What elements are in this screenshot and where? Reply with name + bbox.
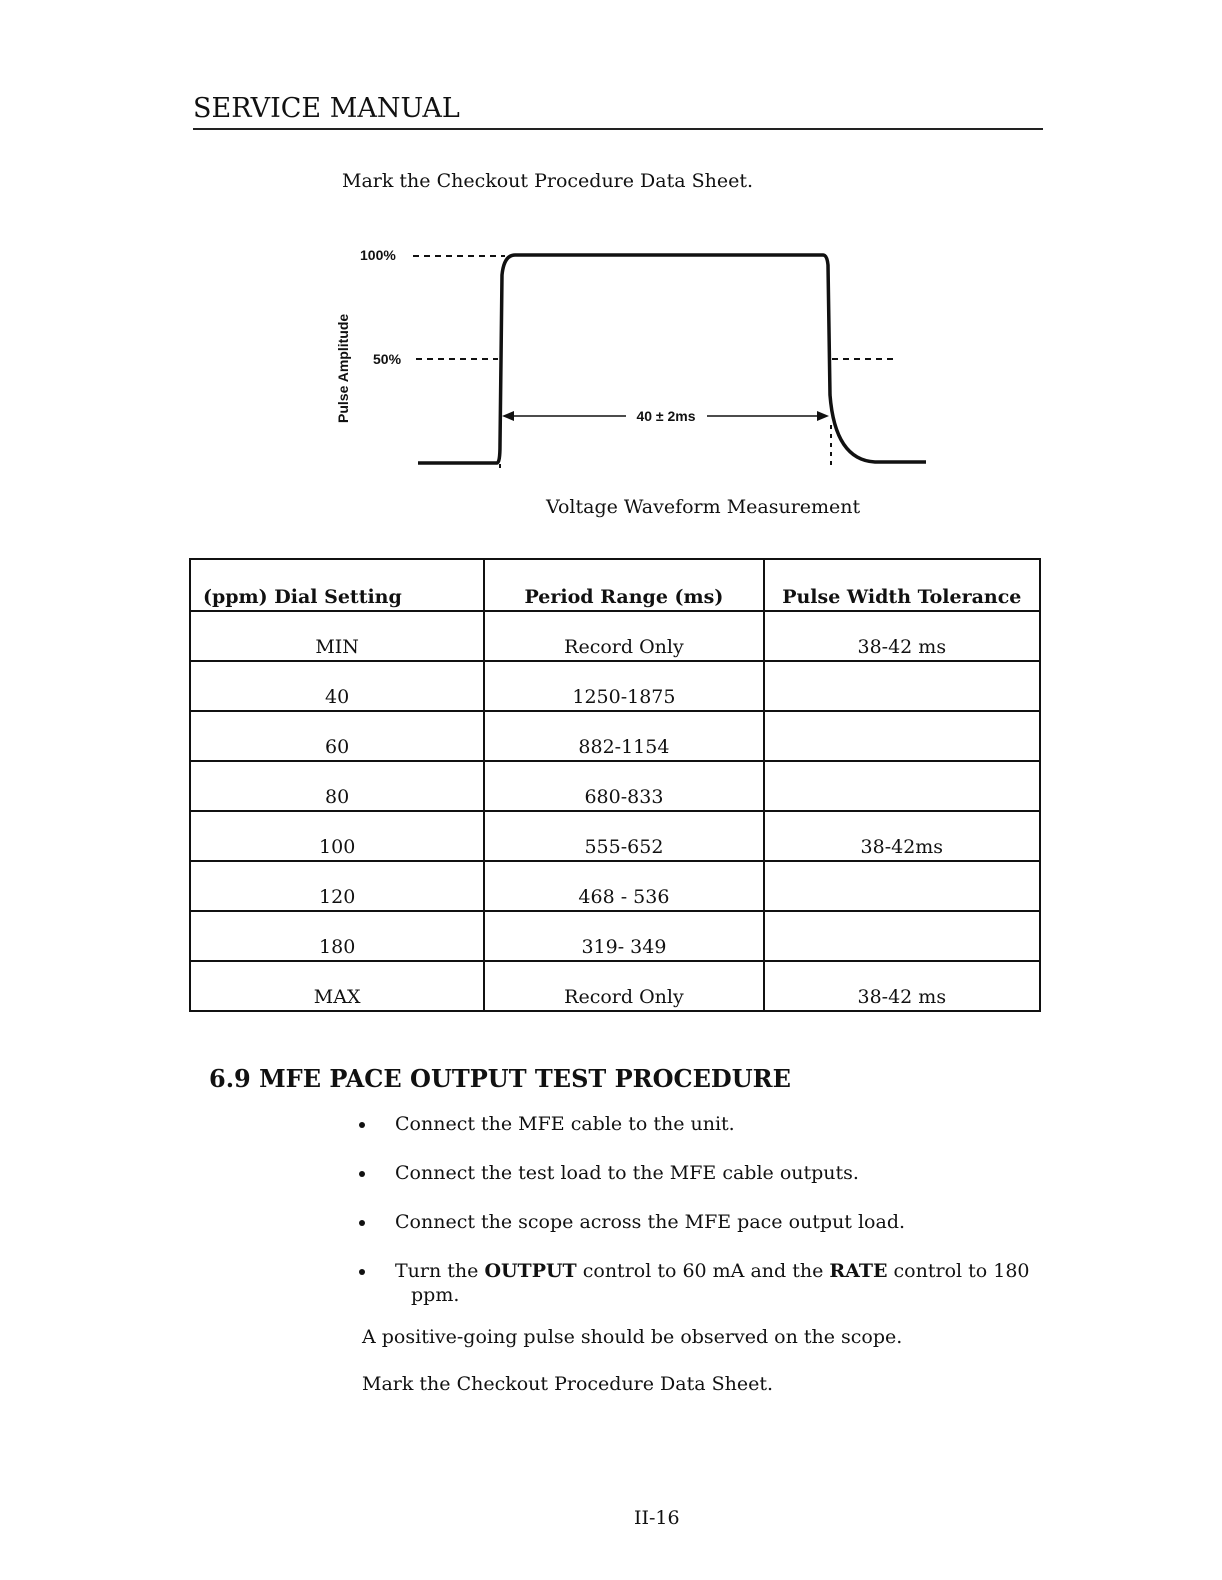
cell-period: 319- 349 bbox=[484, 911, 763, 961]
step-text: Connect the test load to the MFE cable outputs. bbox=[395, 1162, 859, 1184]
step-text-part: control to 180 bbox=[887, 1260, 1030, 1282]
cell-period: Record Only bbox=[484, 961, 763, 1011]
table-row bbox=[190, 711, 1040, 761]
procedure-steps bbox=[357, 1110, 1037, 1330]
list-item bbox=[357, 1208, 1037, 1236]
cell-tolerance bbox=[764, 711, 1040, 761]
cell-dial: 40 bbox=[190, 661, 484, 711]
cell-tolerance bbox=[764, 661, 1040, 711]
cell-tolerance bbox=[764, 911, 1040, 961]
page-number: II-16 bbox=[634, 1507, 680, 1529]
width-arrow-right-head bbox=[817, 411, 829, 421]
cell-period: Record Only bbox=[484, 611, 763, 661]
cell-tolerance: 38-42ms bbox=[764, 811, 1040, 861]
section-heading: 6.9 MFE PACE OUTPUT TEST PROCEDURE bbox=[209, 1064, 791, 1093]
cell-period: 882-1154 bbox=[484, 711, 763, 761]
cell-dial: 60 bbox=[190, 711, 484, 761]
step-text: Connect the MFE cable to the unit. bbox=[395, 1113, 735, 1135]
intro-text: Mark the Checkout Procedure Data Sheet. bbox=[342, 170, 754, 192]
table-row bbox=[190, 761, 1040, 811]
pulse-width-label: 40 ± 2ms bbox=[636, 408, 696, 424]
dial-setting-table bbox=[189, 558, 1041, 1012]
header-pulse-width-tolerance: Pulse Width Tolerance bbox=[764, 559, 1040, 611]
cell-tolerance: 38-42 ms bbox=[764, 961, 1040, 1011]
cell-period: 555-652 bbox=[484, 811, 763, 861]
list-item bbox=[357, 1159, 1037, 1187]
label-100-percent: 100% bbox=[360, 247, 396, 263]
bullet-icon bbox=[359, 1122, 365, 1128]
rate-control-label: RATE bbox=[829, 1260, 888, 1282]
bullet-icon bbox=[359, 1220, 365, 1226]
table-row bbox=[190, 961, 1040, 1011]
table-row bbox=[190, 811, 1040, 861]
cell-dial: 120 bbox=[190, 861, 484, 911]
cell-period: 1250-1875 bbox=[484, 661, 763, 711]
step-text-continuation: ppm. bbox=[411, 1284, 460, 1306]
output-control-label: OUTPUT bbox=[484, 1260, 577, 1282]
voltage-waveform-figure bbox=[330, 235, 940, 480]
header-rule bbox=[193, 128, 1043, 130]
cell-tolerance bbox=[764, 861, 1040, 911]
label-50-percent: 50% bbox=[373, 351, 402, 367]
cell-dial: 180 bbox=[190, 911, 484, 961]
bullet-icon bbox=[359, 1171, 365, 1177]
observation-text: A positive-going pulse should be observed on the scope. bbox=[362, 1326, 903, 1348]
table-row bbox=[190, 661, 1040, 711]
list-item bbox=[357, 1257, 1037, 1309]
cell-period: 468 - 536 bbox=[484, 861, 763, 911]
cell-tolerance bbox=[764, 761, 1040, 811]
cell-dial: MIN bbox=[190, 611, 484, 661]
step-text-part: control to 60 mA and the bbox=[576, 1260, 830, 1282]
page-header-title: SERVICE MANUAL bbox=[193, 93, 460, 124]
table-row bbox=[190, 611, 1040, 661]
y-axis-label: Pulse Amplitude bbox=[335, 313, 351, 423]
table-row bbox=[190, 911, 1040, 961]
list-item bbox=[357, 1110, 1037, 1138]
header-dial-setting: (ppm) Dial Setting bbox=[190, 559, 484, 611]
width-arrow-left-head bbox=[502, 411, 514, 421]
cell-period: 680-833 bbox=[484, 761, 763, 811]
cell-tolerance: 38-42 ms bbox=[764, 611, 1040, 661]
figure-caption: Voltage Waveform Measurement bbox=[546, 496, 861, 518]
table-header-row bbox=[190, 559, 1040, 611]
cell-dial: MAX bbox=[190, 961, 484, 1011]
cell-dial: 100 bbox=[190, 811, 484, 861]
step-text-part: Turn the bbox=[395, 1260, 485, 1282]
bullet-icon bbox=[359, 1269, 365, 1275]
header-period-range: Period Range (ms) bbox=[484, 559, 763, 611]
step-text: Connect the scope across the MFE pace output load. bbox=[395, 1211, 906, 1233]
cell-dial: 80 bbox=[190, 761, 484, 811]
mark-datasheet-text: Mark the Checkout Procedure Data Sheet. bbox=[362, 1373, 774, 1395]
table-row bbox=[190, 861, 1040, 911]
